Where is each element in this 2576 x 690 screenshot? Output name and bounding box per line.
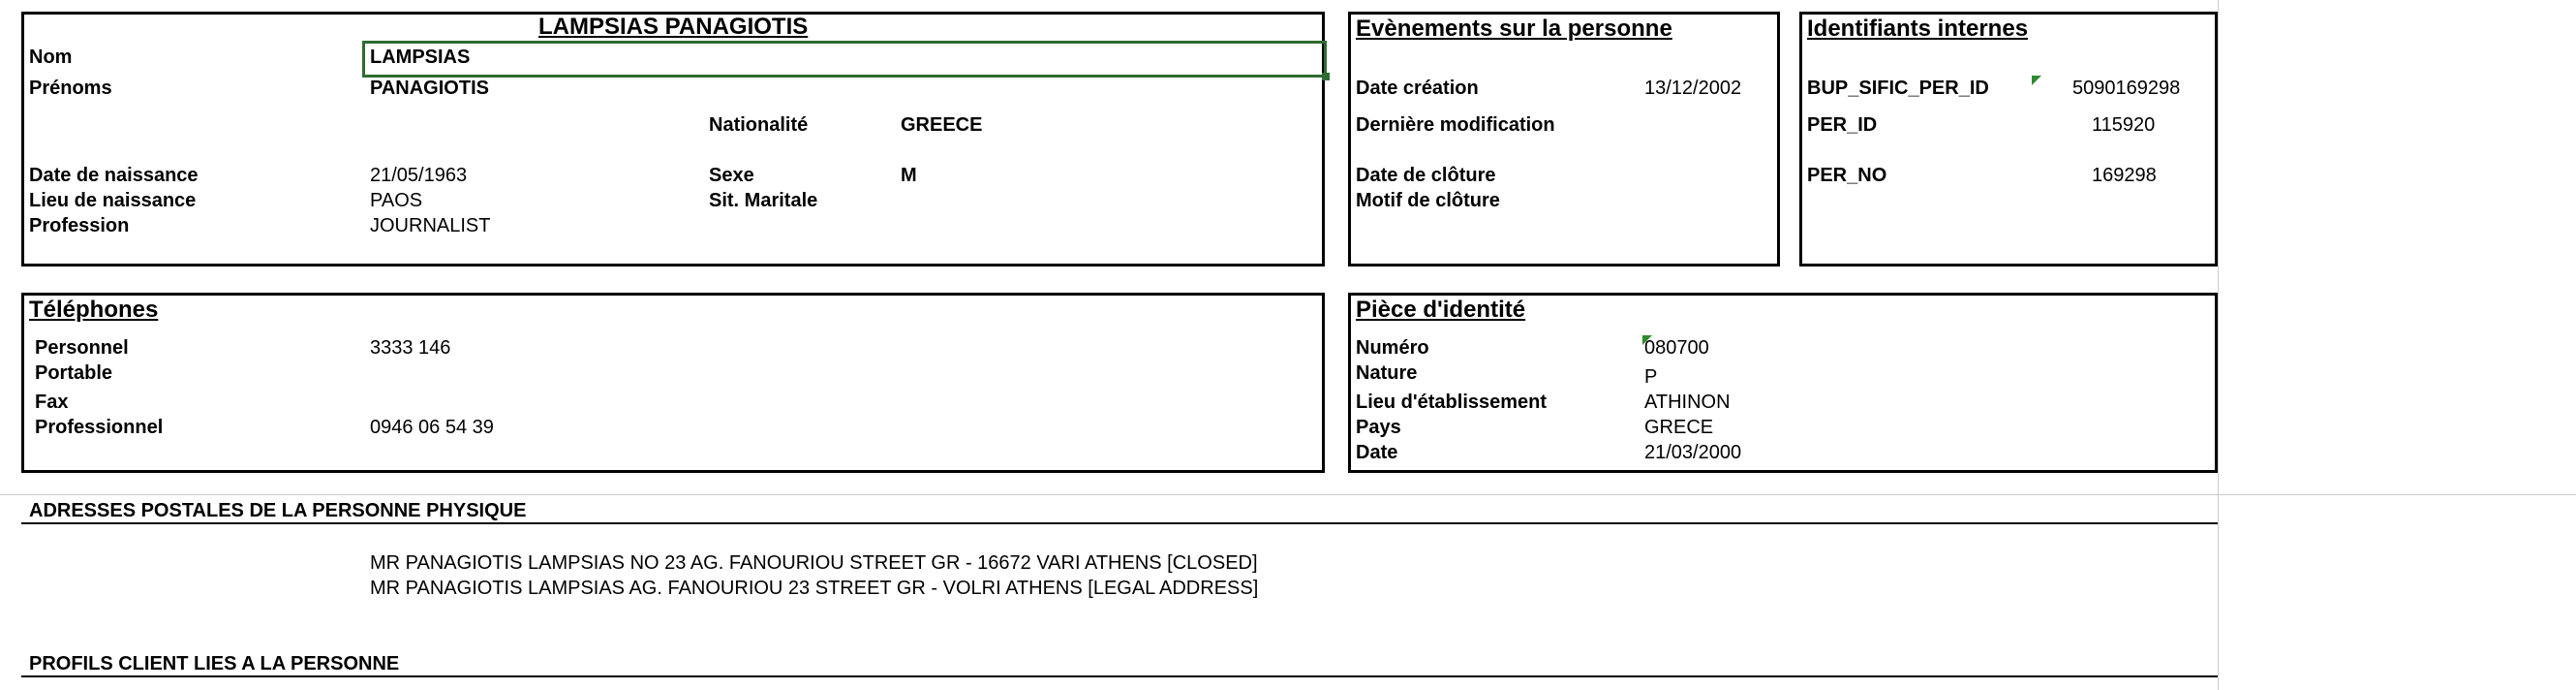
naissance-label: Date de naissance xyxy=(29,165,199,186)
selected-cell-nom[interactable] xyxy=(362,41,1327,78)
date-creation-value[interactable]: 13/12/2002 xyxy=(1644,78,1742,99)
lieu-etablissement-value[interactable]: ATHINON xyxy=(1644,392,1731,413)
comment-indicator-icon[interactable] xyxy=(2032,76,2041,85)
professionnel-label: Professionnel xyxy=(35,417,164,438)
nom-label: Nom xyxy=(29,47,73,68)
nom-value[interactable]: LAMPSIAS xyxy=(370,47,471,68)
lieu-naissance-value[interactable]: PAOS xyxy=(370,190,423,211)
nationalite-value[interactable]: GREECE xyxy=(901,114,983,136)
motif-cloture-label: Motif de clôture xyxy=(1356,190,1500,211)
per-no-label: PER_NO xyxy=(1807,165,1887,186)
addresses-header: ADRESSES POSTALES DE LA PERSONNE PHYSIQUE xyxy=(29,500,527,521)
profession-value[interactable]: JOURNALIST xyxy=(370,215,491,236)
derniere-modif-label: Dernière modification xyxy=(1356,114,1555,136)
fill-handle[interactable] xyxy=(1322,73,1330,80)
portable-label: Portable xyxy=(35,362,113,384)
pays-label: Pays xyxy=(1356,417,1401,438)
addresses-underline xyxy=(21,522,2218,524)
profiles-underline xyxy=(21,675,2218,677)
internal-ids-box xyxy=(1799,12,2218,267)
person-title: LAMPSIAS PANAGIOTIS xyxy=(538,14,809,40)
nationalite-label: Nationalité xyxy=(709,114,809,136)
personnel-label: Personnel xyxy=(35,337,129,359)
date-cloture-label: Date de clôture xyxy=(1356,165,1496,186)
id-document-title: Pièce d'identité xyxy=(1356,297,1526,323)
sheet-column-divider xyxy=(2218,0,2219,690)
bup-sific-value[interactable]: 5090169298 xyxy=(2072,78,2181,99)
naissance-value[interactable]: 21/05/1963 xyxy=(370,165,468,186)
phones-box xyxy=(21,293,1325,473)
per-id-value[interactable]: 115920 xyxy=(2092,114,2156,136)
per-no-value[interactable]: 169298 xyxy=(2092,165,2157,186)
date-label: Date xyxy=(1356,442,1398,463)
sexe-value[interactable]: M xyxy=(901,165,917,186)
sexe-label: Sexe xyxy=(709,165,754,186)
internal-ids-title: Identifiants internes xyxy=(1807,16,2029,42)
sit-maritale-label: Sit. Maritale xyxy=(709,190,818,211)
lieu-naissance-label: Lieu de naissance xyxy=(29,190,197,211)
sheet-row-divider xyxy=(0,494,2576,495)
profiles-header: PROFILS CLIENT LIES A LA PERSONNE xyxy=(29,653,400,674)
date-value[interactable]: 21/03/2000 xyxy=(1644,442,1742,463)
events-title: Evènements sur la personne xyxy=(1356,16,1672,42)
numero-value[interactable]: 080700 xyxy=(1644,337,1709,359)
bup-sific-label: BUP_SIFIC_PER_ID xyxy=(1807,78,1989,99)
pays-value[interactable]: GRECE xyxy=(1644,417,1714,438)
prenoms-value[interactable]: PANAGIOTIS xyxy=(370,78,489,99)
nature-value[interactable]: P xyxy=(1644,366,1658,388)
profession-label: Profession xyxy=(29,215,130,236)
address-line[interactable]: MR PANAGIOTIS LAMPSIAS AG. FANOURIOU 23 STREET GR - VOLRI ATHENS [LEGAL ADDRESS] xyxy=(370,578,1259,599)
date-creation-label: Date création xyxy=(1356,78,1479,99)
phones-title: Téléphones xyxy=(29,297,159,323)
prenoms-label: Prénoms xyxy=(29,78,112,99)
lieu-etablissement-label: Lieu d'établissement xyxy=(1356,392,1548,413)
professionnel-value[interactable]: 0946 06 54 39 xyxy=(370,417,494,438)
nature-label: Nature xyxy=(1356,362,1418,384)
personnel-value[interactable]: 3333 146 xyxy=(370,337,451,359)
fax-label: Fax xyxy=(35,392,69,413)
per-id-label: PER_ID xyxy=(1807,114,1878,136)
address-line[interactable]: MR PANAGIOTIS LAMPSIAS NO 23 AG. FANOURIOU STREET GR - 16672 VARI ATHENS [CLOSED] xyxy=(370,552,1258,574)
numero-label: Numéro xyxy=(1356,337,1429,359)
events-box xyxy=(1348,12,1780,267)
